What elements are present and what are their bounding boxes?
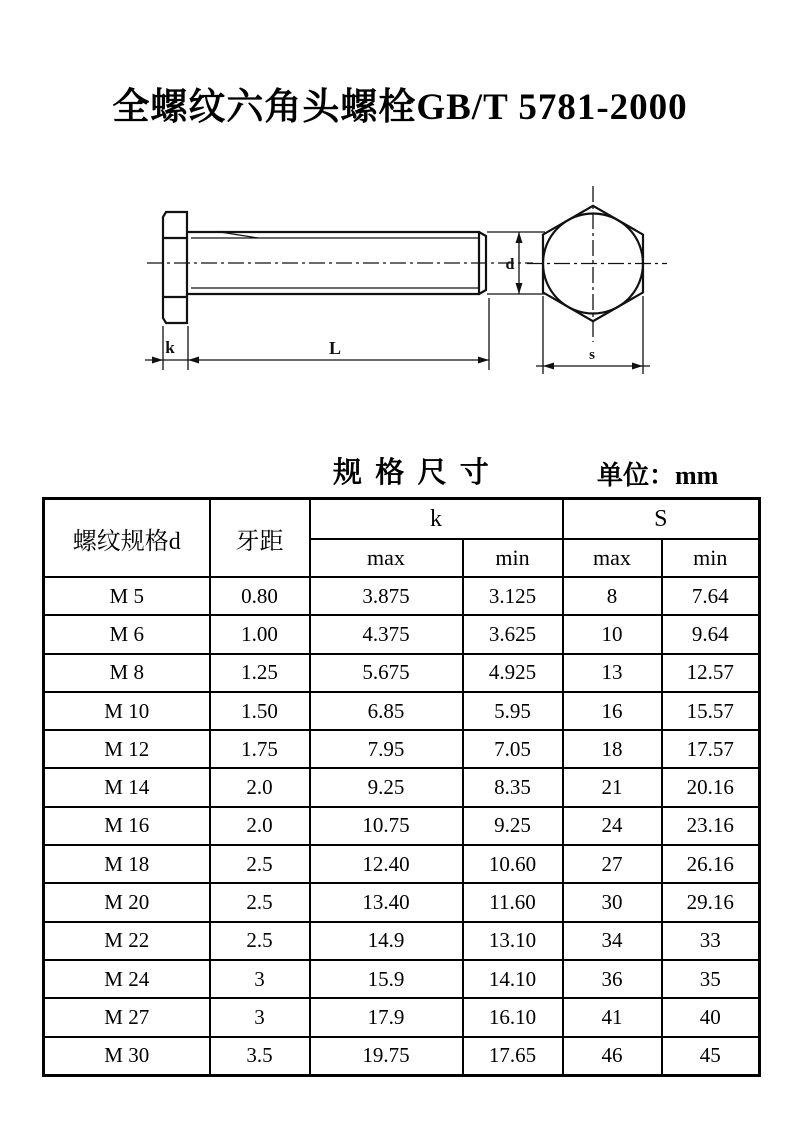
- col-header-thread-spec: 螺纹规格d: [44, 499, 210, 578]
- cell-k-max: 19.75: [310, 1037, 463, 1076]
- cell-s-min: 40: [662, 998, 760, 1036]
- table-row: [44, 577, 760, 615]
- cell-k-max: 10.75: [310, 807, 463, 845]
- table-row: [44, 998, 760, 1036]
- table-row: [44, 922, 760, 960]
- cell-s-max: 36: [563, 960, 662, 998]
- bolt-end-view: [527, 186, 667, 342]
- dim-k: [145, 326, 489, 370]
- table-row: [44, 768, 760, 806]
- cell-s-max: 30: [563, 883, 662, 921]
- table-row: [44, 960, 760, 998]
- cell-thread-spec: M 22: [44, 922, 210, 960]
- hex-head-side-outline: [163, 212, 187, 323]
- cell-pitch: 2.0: [210, 768, 310, 806]
- cell-pitch: 0.80: [210, 577, 310, 615]
- table-row: [44, 692, 760, 730]
- cell-pitch: 2.0: [210, 807, 310, 845]
- cell-k-max: 9.25: [310, 768, 463, 806]
- cell-k-min: 14.10: [463, 960, 563, 998]
- cell-k-min: 3.625: [463, 615, 563, 653]
- col-header-pitch: 牙距: [210, 499, 310, 578]
- cell-k-min: 16.10: [463, 998, 563, 1036]
- col-header-k: k: [310, 499, 563, 540]
- cell-pitch: 3.5: [210, 1037, 310, 1076]
- cell-s-min: 12.57: [662, 654, 760, 692]
- k-label: k: [165, 338, 175, 357]
- cell-k-min: 7.05: [463, 730, 563, 768]
- k-arrow-left: [152, 357, 163, 364]
- cell-k-min: 11.60: [463, 883, 563, 921]
- d-arrow-top: [516, 232, 523, 243]
- cell-s-min: 9.64: [662, 615, 760, 653]
- subheader-k-max: max: [310, 539, 463, 577]
- cell-k-min: 5.95: [463, 692, 563, 730]
- cell-pitch: 2.5: [210, 883, 310, 921]
- cell-s-min: 23.16: [662, 807, 760, 845]
- subheader-s-min: min: [662, 539, 760, 577]
- cell-s-max: 46: [563, 1037, 662, 1076]
- s-arrow-left: [543, 363, 554, 370]
- cell-k-max: 13.40: [310, 883, 463, 921]
- cell-k-max: 4.375: [310, 615, 463, 653]
- cell-k-max: 15.9: [310, 960, 463, 998]
- cell-s-min: 29.16: [662, 883, 760, 921]
- cell-pitch: 3: [210, 960, 310, 998]
- bolt-drawing-svg: [0, 170, 800, 400]
- cell-s-max: 24: [563, 807, 662, 845]
- cell-k-min: 8.35: [463, 768, 563, 806]
- cell-s-min: 15.57: [662, 692, 760, 730]
- cell-thread-spec: M 27: [44, 998, 210, 1036]
- bolt-side-view: [147, 212, 533, 323]
- cell-k-min: 10.60: [463, 845, 563, 883]
- cell-k-min: 17.65: [463, 1037, 563, 1076]
- cell-k-min: 9.25: [463, 807, 563, 845]
- cell-s-min: 17.57: [662, 730, 760, 768]
- table-row: [44, 615, 760, 653]
- col-header-s: S: [563, 499, 760, 540]
- cell-s-max: 18: [563, 730, 662, 768]
- cell-s-max: 16: [563, 692, 662, 730]
- cell-k-max: 3.875: [310, 577, 463, 615]
- page-title: 全螺纹六角头螺栓GB/T 5781-2000: [112, 87, 688, 128]
- cell-k-max: 6.85: [310, 692, 463, 730]
- section-heading: 规 格 尺 寸: [333, 457, 492, 489]
- cell-pitch: 2.5: [210, 845, 310, 883]
- cell-pitch: 2.5: [210, 922, 310, 960]
- cell-s-min: 20.16: [662, 768, 760, 806]
- cell-k-min: 3.125: [463, 577, 563, 615]
- header-row-1: [44, 499, 760, 540]
- cell-k-max: 14.9: [310, 922, 463, 960]
- cell-s-min: 45: [662, 1037, 760, 1076]
- cell-s-min: 35: [662, 960, 760, 998]
- cell-s-max: 41: [563, 998, 662, 1036]
- table-row: [44, 845, 760, 883]
- d-label: d: [505, 256, 515, 273]
- cell-s-max: 34: [563, 922, 662, 960]
- unit-label: 单位：mm: [597, 461, 719, 490]
- cell-pitch: 1.75: [210, 730, 310, 768]
- cell-k-max: 5.675: [310, 654, 463, 692]
- cell-k-min: 13.10: [463, 922, 563, 960]
- l-arrow-right: [478, 357, 489, 364]
- cell-s-max: 27: [563, 845, 662, 883]
- table-row: [44, 730, 760, 768]
- cell-pitch: 1.00: [210, 615, 310, 653]
- cell-thread-spec: M 5: [44, 577, 210, 615]
- cell-thread-spec: M 18: [44, 845, 210, 883]
- table-row: [44, 1037, 760, 1076]
- cell-s-max: 8: [563, 577, 662, 615]
- cell-s-max: 21: [563, 768, 662, 806]
- table-row: [44, 654, 760, 692]
- subheader-k-min: min: [463, 539, 563, 577]
- s-arrow-right: [632, 363, 643, 370]
- technical-drawing: [0, 170, 800, 400]
- cell-thread-spec: M 16: [44, 807, 210, 845]
- cell-pitch: 1.25: [210, 654, 310, 692]
- table-row: [44, 883, 760, 921]
- cell-thread-spec: M 10: [44, 692, 210, 730]
- cell-k-max: 7.95: [310, 730, 463, 768]
- cell-thread-spec: M 24: [44, 960, 210, 998]
- cell-thread-spec: M 14: [44, 768, 210, 806]
- table-row: [44, 807, 760, 845]
- cell-s-max: 10: [563, 615, 662, 653]
- cell-s-min: 7.64: [662, 577, 760, 615]
- cell-thread-spec: M 20: [44, 883, 210, 921]
- cell-pitch: 3: [210, 998, 310, 1036]
- cell-thread-spec: M 12: [44, 730, 210, 768]
- cell-k-min: 4.925: [463, 654, 563, 692]
- cell-s-max: 13: [563, 654, 662, 692]
- k-arrow-right: [188, 357, 199, 364]
- l-label: L: [328, 338, 342, 358]
- s-label: s: [589, 347, 595, 363]
- cell-s-min: 33: [662, 922, 760, 960]
- cell-thread-spec: M 6: [44, 615, 210, 653]
- cell-thread-spec: M 30: [44, 1037, 210, 1076]
- cell-pitch: 1.50: [210, 692, 310, 730]
- subheader-s-max: max: [563, 539, 662, 577]
- d-arrow-bottom: [516, 283, 523, 294]
- spec-table: [42, 497, 761, 1077]
- cell-s-min: 26.16: [662, 845, 760, 883]
- dim-L: [329, 298, 489, 370]
- cell-k-max: 12.40: [310, 845, 463, 883]
- cell-thread-spec: M 8: [44, 654, 210, 692]
- cell-k-max: 17.9: [310, 998, 463, 1036]
